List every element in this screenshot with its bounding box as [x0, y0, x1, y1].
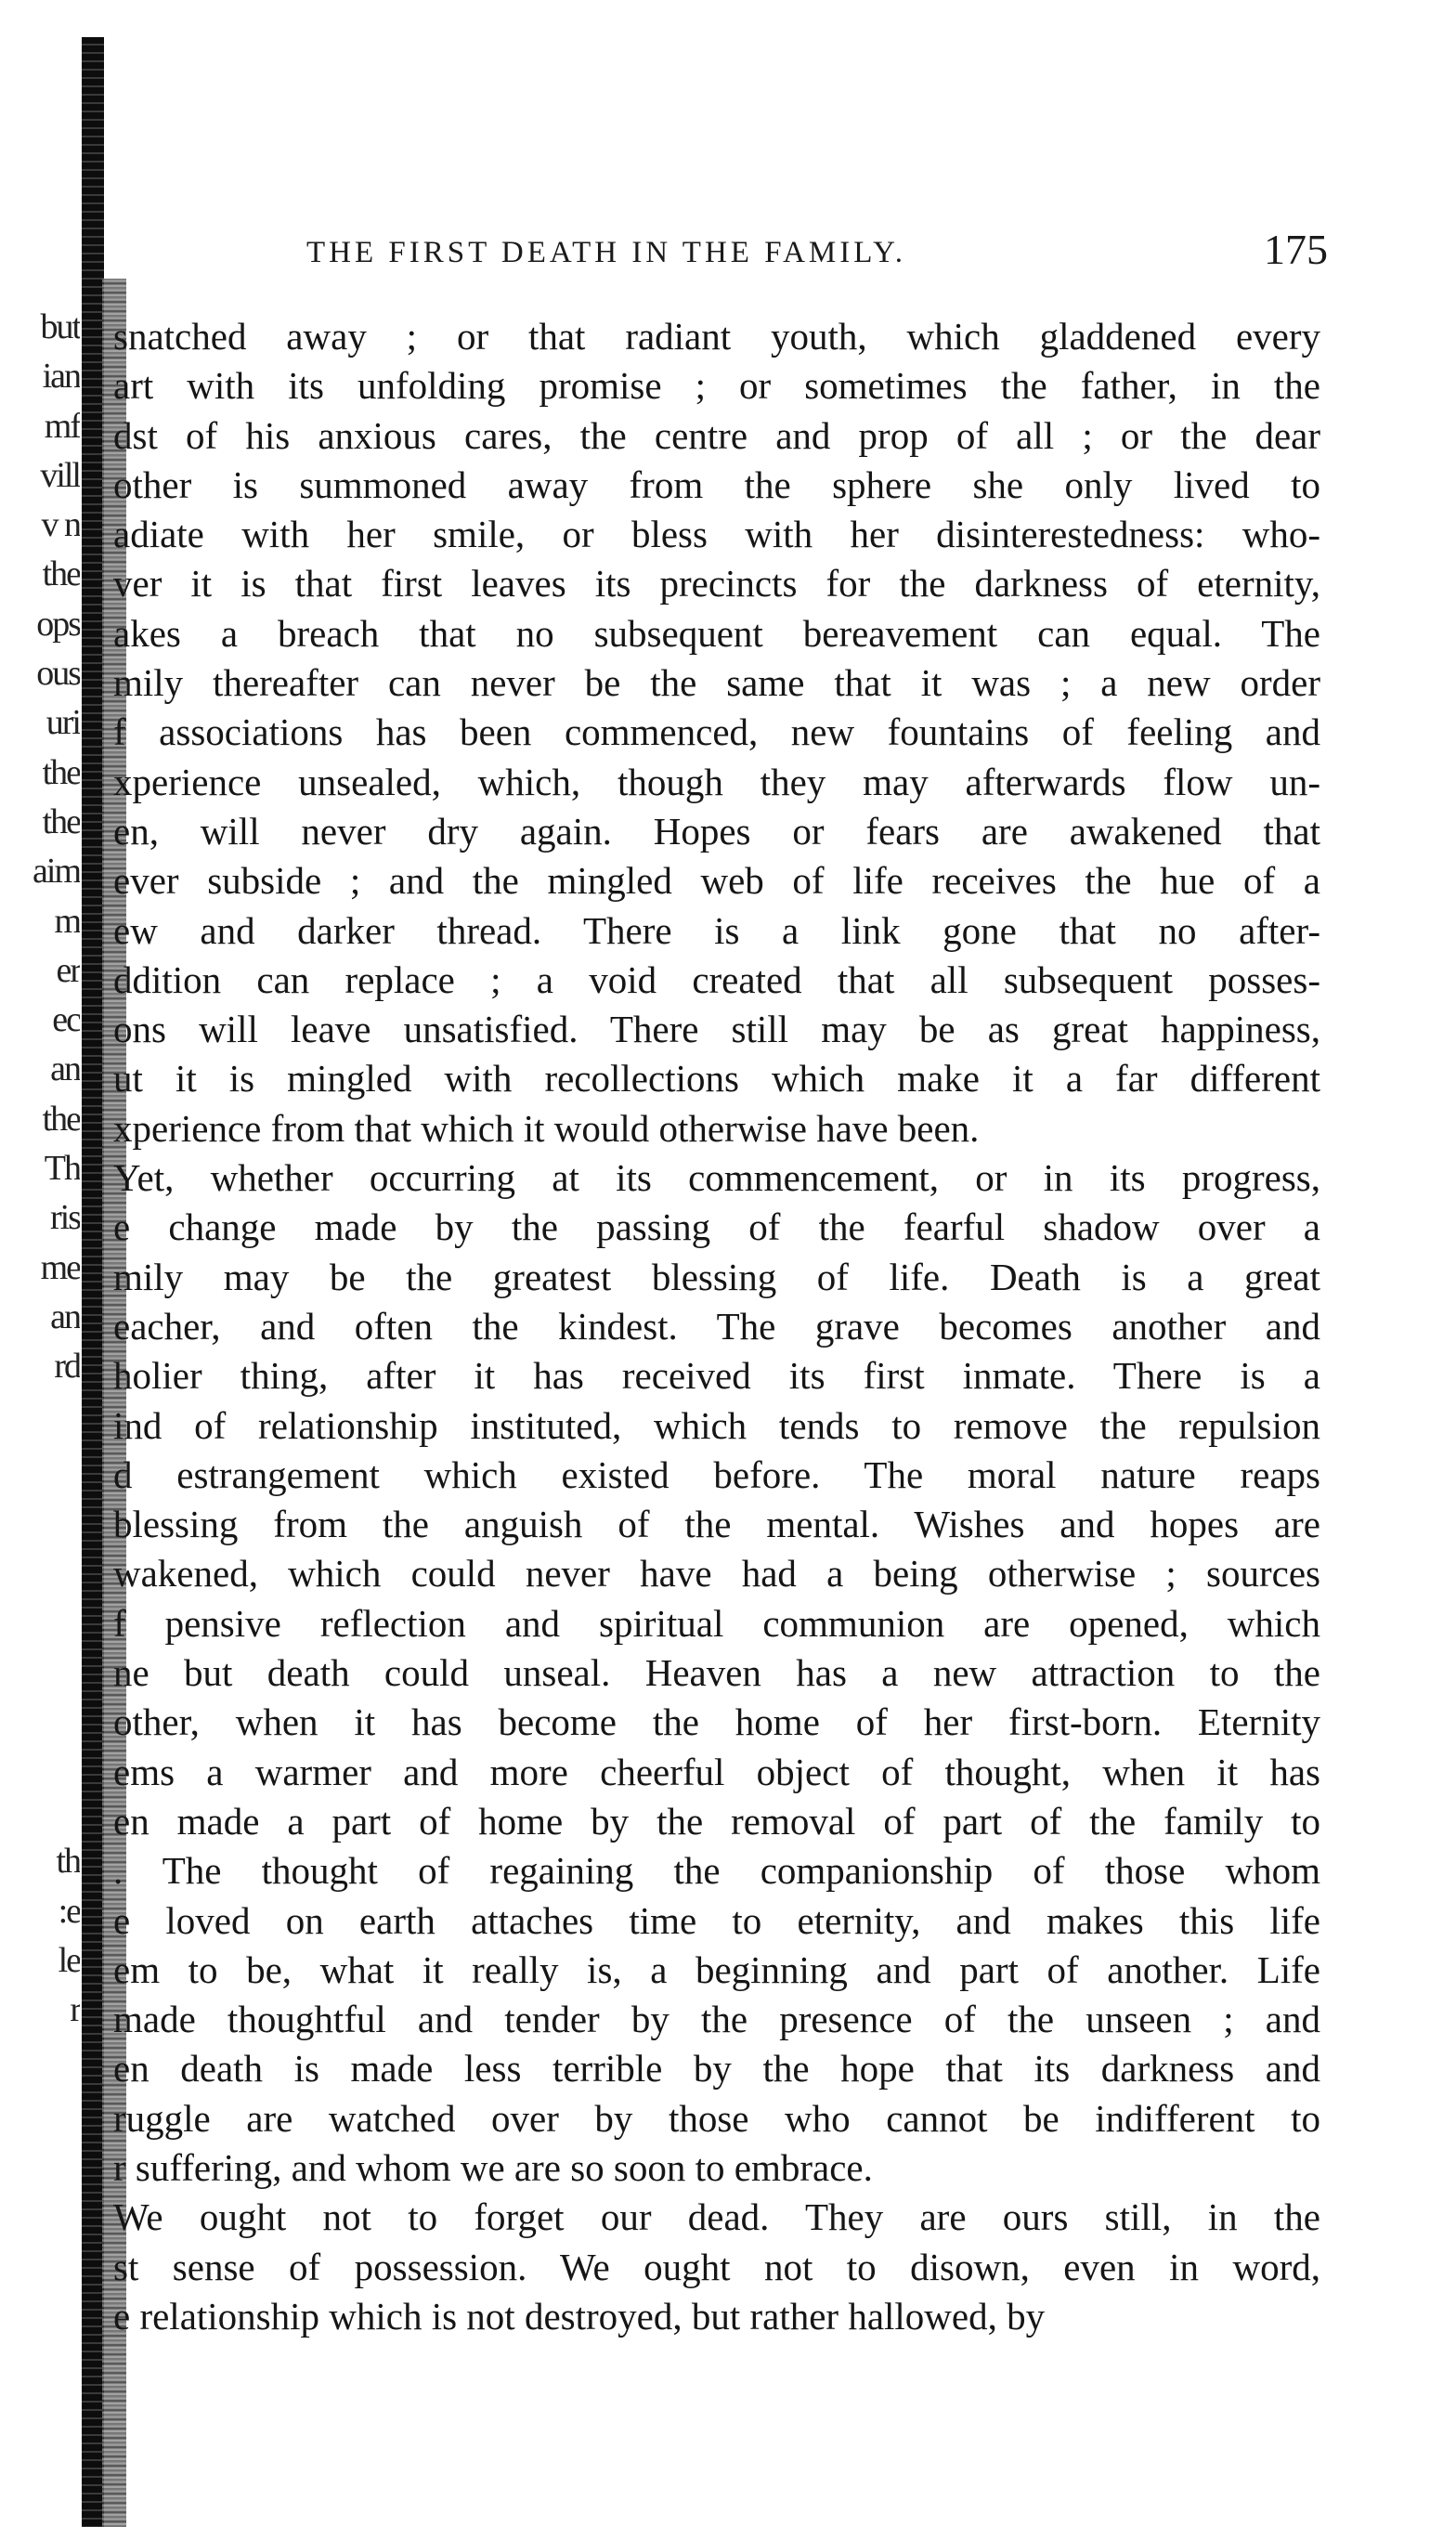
margin-fragment: an	[50, 1049, 80, 1089]
text-line: ons will leave unsatisfied. There still may be as great happiness,	[113, 1008, 1320, 1051]
page-number: 175	[1264, 226, 1328, 273]
body-text	[113, 312, 1320, 2341]
text-line: xperience unsealed, which, though they may afterwards flow un-	[113, 760, 1320, 803]
text-line: xperience from that which it would otherwise have been.	[113, 1106, 980, 1150]
margin-fragment: le	[58, 1940, 80, 1980]
margin-fragment: ec	[52, 1000, 80, 1040]
text-line: wakened, which could never have had a being otherwise ; sources	[113, 1552, 1320, 1596]
margin-fragment: er	[56, 950, 80, 990]
text-line: e relationship which is not destroyed, but rather hallowed, by	[113, 2294, 1046, 2338]
text-line: other, when it has become the home of her first-born. Eternity	[113, 1700, 1320, 1744]
text-line: ruggle are watched over by those who cannot be indifferent to	[113, 2096, 1320, 2140]
margin-fragment: :e	[58, 1891, 80, 1931]
margin-fragment: aim	[32, 852, 80, 892]
text-line: f associations has been commenced, new fountains of feeling and	[113, 710, 1320, 754]
margin-fragment	[0, 1445, 80, 1494]
text-line: f pensive reflection and spiritual communion are opened, which	[113, 1601, 1320, 1645]
text-line: st sense of possession. We ought not to disown, even in word,	[113, 2245, 1320, 2288]
margin-fragment: m	[54, 901, 80, 941]
margin-fragment: th	[56, 1842, 80, 1882]
text-line: akes a breach that no subsequent bereavement can equal. The	[113, 611, 1320, 655]
margin-fragment: vill	[40, 455, 80, 495]
text-line: e loved on earth attaches time to eternity, and makes this life	[113, 1898, 1320, 1942]
margin-fragment: v n	[41, 505, 80, 545]
margin-fragment	[0, 1692, 80, 1741]
text-line: r suffering, and whom we are so soon to embrace.	[113, 2145, 873, 2189]
text-line: d estrangement which existed before. The moral nature reaps	[113, 1452, 1320, 1496]
margin-fragment	[0, 1742, 80, 1791]
text-line: Yet, whether occurring at its commencement, or in its progress,	[113, 1156, 1320, 1200]
text-line: e change made by the passing of the fearful shadow over a	[113, 1205, 1320, 1249]
text-line: made thoughtful and tender by the presence of the unseen ; and	[113, 1998, 1320, 2041]
text-line: holier thing, after it has received its first inmate. There is a	[113, 1354, 1320, 1398]
text-line: . The thought of regaining the companionship of those whom	[113, 1849, 1320, 1893]
margin-fragment: an	[50, 1296, 80, 1336]
margin-fragment	[0, 2138, 80, 2187]
text-line: eacher, and often the kindest. The grave becomes another and	[113, 1304, 1320, 1348]
binding-shadow	[82, 37, 104, 2527]
margin-fragment: but	[40, 307, 80, 346]
text-line: blessing from the anguish of the mental. Wishes and hopes are	[113, 1503, 1320, 1546]
margin-fragment: the	[42, 1099, 80, 1139]
margin-fragment	[0, 1594, 80, 1643]
margin-fragment: ian	[42, 357, 80, 397]
margin-fragment	[0, 1791, 80, 1841]
text-line: ems a warmer and more cheerful object of thought, when it has	[113, 1750, 1320, 1793]
text-line: ut it is mingled with recollections which make it a far different	[113, 1057, 1320, 1101]
margin-fragment	[0, 2039, 80, 2088]
text-line: mily may be the greatest blessing of life. Death is a great	[113, 1255, 1320, 1298]
margin-fragment	[0, 2187, 80, 2236]
text-line: ne but death could unseal. Heaven has a new attraction to the	[113, 1651, 1320, 1695]
text-line: We ought not to forget our dead. They are ours still, in the	[113, 2195, 1320, 2239]
text-line: en death is made less terrible by the hope that its darkness and	[113, 2047, 1320, 2091]
text-line: dst of his anxious cares, the centre and prop of all ; or the dear	[113, 413, 1320, 457]
text-line: mily thereafter can never be the same that it was ; a new order	[113, 661, 1320, 705]
text-line: adiate with her smile, or bless with her disinterestedness: who-	[113, 513, 1320, 556]
text-line: ver it is that first leaves its precincts for the darkness of eternity,	[113, 562, 1320, 606]
text-line: ew and darker thread. There is a link gone that no after-	[113, 908, 1320, 952]
margin-fragment: rd	[54, 1347, 80, 1387]
margin-fragment: ris	[50, 1198, 80, 1238]
text-line: art with its unfolding promise ; or sometimes the father, in the	[113, 364, 1320, 408]
margin-fragment: ops	[36, 604, 80, 644]
text-line: em to be, what it really is, a beginning and part of another. Life	[113, 1947, 1320, 1991]
margin-fragment: the	[42, 801, 80, 841]
text-line: ddition can replace ; a void created that all subsequent posses-	[113, 957, 1320, 1001]
running-head: THE FIRST DEATH IN THE FAMILY.	[306, 236, 906, 269]
margin-fragment: the	[42, 752, 80, 792]
margin-fragment	[0, 1494, 80, 1544]
margin-fragment: the	[42, 554, 80, 594]
text-line: other is summoned away from the sphere she only lived to	[113, 462, 1320, 506]
page-header	[306, 226, 1328, 288]
text-line: snatched away ; or that radiant youth, which gladdened every	[113, 315, 1320, 358]
margin-fragment: r	[70, 1990, 80, 2030]
text-line: ever subside ; and the mingled web of life receives the hue of a	[113, 859, 1320, 903]
margin-fragment: mf	[44, 406, 80, 446]
margin-fragment: me	[40, 1247, 80, 1287]
margin-fragment: uri	[46, 703, 80, 743]
margin-fragment: Th	[44, 1149, 80, 1189]
margin-fragment	[0, 1544, 80, 1593]
text-line: en, will never dry again. Hopes or fears are awakened that	[113, 809, 1320, 853]
margin-fragment	[0, 2089, 80, 2138]
margin-fragment	[0, 1396, 80, 1445]
margin-fragment	[0, 1643, 80, 1692]
facing-page-fragments	[0, 306, 80, 2442]
text-line: en made a part of home by the removal of part of the family to	[113, 1799, 1320, 1843]
text-line: ind of relationship instituted, which tends to remove the repulsion	[113, 1403, 1320, 1447]
margin-fragment: ous	[36, 654, 80, 694]
